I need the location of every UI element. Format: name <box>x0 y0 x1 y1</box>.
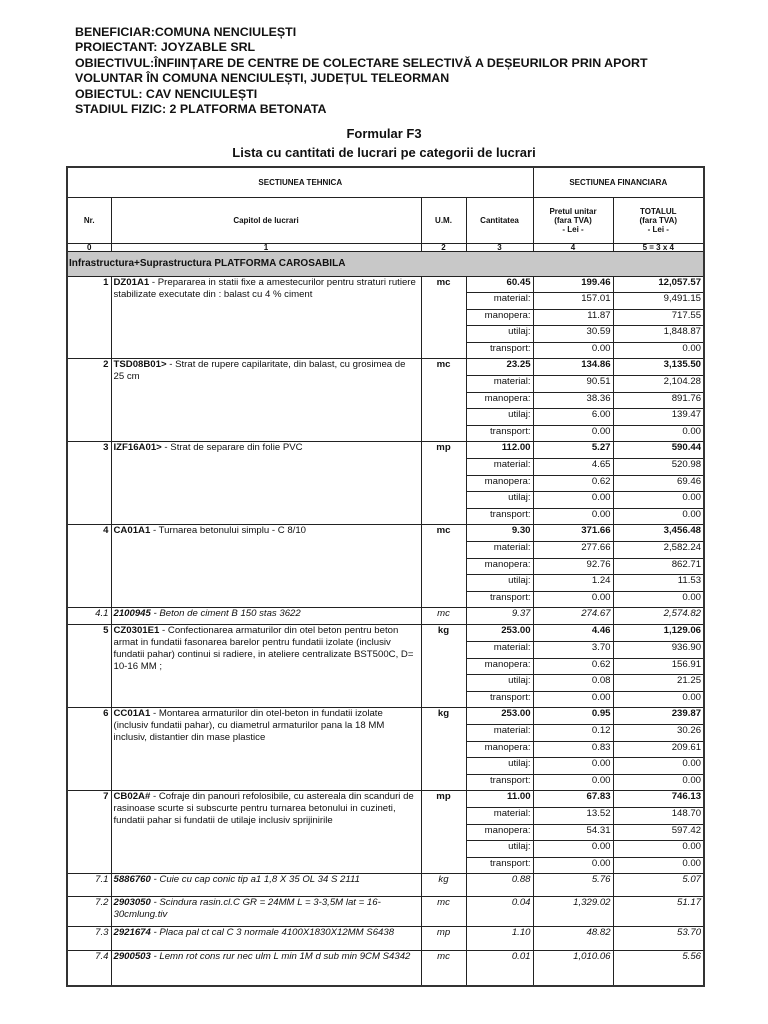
breakdown-total: 21.25 <box>613 675 704 692</box>
item-description: TSD08B01> - Strat de rupere capilaritate, din balast, cu grosimea de 25 cm <box>111 359 421 442</box>
item-unit: mp <box>421 927 466 951</box>
breakdown-label: transport: <box>466 425 533 442</box>
breakdown-total: 0.00 <box>613 591 704 608</box>
item-code: DZ01A1 <box>113 276 150 288</box>
breakdown-total: 156.91 <box>613 658 704 675</box>
sub-item-row <box>67 874 704 897</box>
item-number: 5 <box>67 625 111 708</box>
item-price: 134.86 <box>533 359 613 376</box>
section-tech-header: SECTIUNEA TEHNICA <box>67 167 533 197</box>
breakdown-unit-price: 0.00 <box>533 492 613 509</box>
breakdown-unit-price: 0.00 <box>533 841 613 858</box>
item-total: 746.13 <box>613 791 704 808</box>
item-price: 5.27 <box>533 442 613 459</box>
item-total: 590.44 <box>613 442 704 459</box>
item-code: 2900503 <box>113 951 151 963</box>
item-code: CA01A1 <box>113 525 151 537</box>
item-total: 3,135.50 <box>613 359 704 376</box>
table-row <box>67 276 704 293</box>
breakdown-total: 0.00 <box>613 691 704 708</box>
header-obiectiv-line1: OBIECTIVUL:ÎNFIINȚARE DE CENTRE DE COLECTARE SELECTIVĂ A DEȘEURILOR PRIN APORT <box>75 55 648 70</box>
item-description-text: Strat de separare din folie PVC <box>170 442 303 454</box>
breakdown-label: material: <box>466 641 533 658</box>
item-code: CC01A1 <box>113 708 151 720</box>
header-beneficiar: BENEFICIAR:COMUNA NENCIULEȘTI <box>75 25 297 39</box>
works-table <box>66 166 705 987</box>
item-qty: 60.45 <box>466 276 533 293</box>
breakdown-label: utilaj: <box>466 326 533 343</box>
table-row <box>67 625 704 642</box>
item-price: 4.46 <box>533 625 613 642</box>
header-obiectul: OBIECTUL: CAV NENCIULEȘTI <box>75 86 258 101</box>
breakdown-label: transport: <box>466 857 533 874</box>
item-description: CZ0301E1 - Confectionarea armaturilor din otel beton pentru beton armat in fundatii fasonarea barelor pentru fundatii izolate (inclusiv fundatii pahar) continui si radiere, in ateliere centralizate BST500C, D= 10-16 MM ; <box>111 625 421 708</box>
breakdown-unit-price: 0.08 <box>533 675 613 692</box>
breakdown-total: 717.55 <box>613 309 704 326</box>
section-fin-header: SECTIUNEA FINANCIARA <box>533 167 704 197</box>
item-unit: mp <box>421 791 466 874</box>
breakdown-unit-price: 90.51 <box>533 376 613 393</box>
breakdown-unit-price: 0.00 <box>533 425 613 442</box>
breakdown-total: 9,491.15 <box>613 293 704 310</box>
item-description-text: Cofraje din panouri refolosibile, cu astereala din scanduri de rasinoase scurte si subscurte pentru turnarea betonului in cuzineti, fundatii pahar si fundatii de utilaje inclusiv sprijinirile <box>113 791 414 827</box>
item-number: 1 <box>67 276 111 359</box>
breakdown-label: manopera: <box>466 309 533 326</box>
item-price: 1,329.02 <box>533 897 613 927</box>
breakdown-label: utilaj: <box>466 675 533 692</box>
breakdown-total: 597.42 <box>613 824 704 841</box>
col-cantitate-header: Cantitatea <box>466 197 533 243</box>
item-description: 2100945 - Beton de ciment B 150 stas 3622 <box>111 608 421 625</box>
sub-item-row <box>67 951 704 986</box>
item-description: CB02A# - Cofraje din panouri refolosibile, cu astereala din scanduri de rasinoase scurte si subscurte pentru turnarea betonului in cuzineti, fundatii pahar si fundatii de utilaje inclusiv sprijinirile <box>111 791 421 874</box>
item-unit: mc <box>421 951 466 986</box>
item-number: 7.1 <box>67 874 111 897</box>
breakdown-label: utilaj: <box>466 575 533 592</box>
item-description-text: Scindura rasin.cl.C GR = 24MM L = 3-3,5M lat = 16-30cmlung.tiv <box>113 897 381 921</box>
breakdown-label: manopera: <box>466 741 533 758</box>
breakdown-unit-price: 0.12 <box>533 724 613 741</box>
item-description: CA01A1 - Turnarea betonului simplu - C 8/10 <box>111 525 421 608</box>
breakdown-total: 0.00 <box>613 425 704 442</box>
col-cantitate-index: 3 <box>466 243 533 251</box>
breakdown-label: material: <box>466 459 533 476</box>
breakdown-total: 0.00 <box>613 492 704 509</box>
header-proiectant: PROIECTANT: JOYZABLE SRL <box>75 40 256 55</box>
item-unit: mc <box>421 276 466 359</box>
item-description-text: Lemn rot cons rur nec ulm L min 1M d sub min 9CM S4342 <box>159 951 411 963</box>
item-description: 2900503 - Lemn rot cons rur nec ulm L min 1M d sub min 9CM S4342 <box>111 951 421 986</box>
item-number: 4 <box>67 525 111 608</box>
breakdown-label: transport: <box>466 508 533 525</box>
breakdown-label: utilaj: <box>466 409 533 426</box>
breakdown-label: material: <box>466 542 533 559</box>
item-price: 67.83 <box>533 791 613 808</box>
table-row <box>67 359 704 376</box>
breakdown-total: 0.00 <box>613 342 704 359</box>
breakdown-total: 209.61 <box>613 741 704 758</box>
breakdown-unit-price: 0.62 <box>533 475 613 492</box>
form-title: Formular F3 <box>346 126 422 141</box>
item-unit: kg <box>421 874 466 897</box>
breakdown-unit-price: 157.01 <box>533 293 613 310</box>
breakdown-unit-price: 0.00 <box>533 508 613 525</box>
header-stadiul: STADIUL FIZIC: 2 PLATFORMA BETONATA <box>75 102 327 117</box>
item-unit: kg <box>421 708 466 791</box>
item-code: TSD08B01> <box>113 359 167 371</box>
breakdown-label: material: <box>466 293 533 310</box>
item-qty: 253.00 <box>466 625 533 642</box>
item-description: IZF16A01> - Strat de separare din folie PVC <box>111 442 421 525</box>
item-total: 51.17 <box>613 897 704 927</box>
item-price: 1,010.06 <box>533 951 613 986</box>
item-price: 371.66 <box>533 525 613 542</box>
item-code: 2903050 <box>113 897 151 909</box>
breakdown-unit-price: 3.70 <box>533 641 613 658</box>
col-capitol-header: Capitol de lucrari <box>111 197 421 243</box>
breakdown-unit-price: 38.36 <box>533 392 613 409</box>
breakdown-total: 148.70 <box>613 807 704 824</box>
category-row: Infrastructura+Suprastructura PLATFORMA CAROSABILA <box>67 251 704 276</box>
item-description-text: Turnarea betonului simplu - C 8/10 <box>158 525 307 537</box>
item-qty: 0.04 <box>466 897 533 927</box>
breakdown-label: material: <box>466 376 533 393</box>
breakdown-unit-price: 0.00 <box>533 857 613 874</box>
breakdown-label: transport: <box>466 342 533 359</box>
item-description: 5886760 - Cuie cu cap conic tip a1 1,8 X 35 OL 34 S 2111 <box>111 874 421 897</box>
breakdown-label: material: <box>466 724 533 741</box>
breakdown-unit-price: 13.52 <box>533 807 613 824</box>
breakdown-label: material: <box>466 807 533 824</box>
breakdown-total: 891.76 <box>613 392 704 409</box>
col-capitol-index: 1 <box>111 243 421 251</box>
document-header <box>75 25 648 117</box>
item-total: 53.70 <box>613 927 704 951</box>
item-total: 5.56 <box>613 951 704 986</box>
item-price: 199.46 <box>533 276 613 293</box>
breakdown-total: 11.53 <box>613 575 704 592</box>
breakdown-total: 520.98 <box>613 459 704 476</box>
item-price: 48.82 <box>533 927 613 951</box>
item-total: 239.87 <box>613 708 704 725</box>
breakdown-label: manopera: <box>466 658 533 675</box>
header-obiectiv-line2: VOLUNTAR ÎN COMUNA NENCIULEȘTI, JUDEȚUL TELEORMAN <box>75 71 450 86</box>
breakdown-total: 936.90 <box>613 641 704 658</box>
item-description-text: Prepararea in statii fixe a amestecurilor pentru straturi rutiere stabilizate executate din : balast cu 4 % ciment <box>113 276 416 300</box>
item-description-text: Confectionarea armaturilor din otel beton pentru beton armat in fundatii fasonarea barelor pentru fundatii izolate (inclusiv fundatii pahar) continui si radiere, in ateliere centralizate BST500C, D= 10-16 MM ; <box>113 625 414 673</box>
item-code: IZF16A01> <box>113 442 162 454</box>
item-price: 274.67 <box>533 608 613 625</box>
item-code: CZ0301E1 <box>113 625 160 637</box>
item-description: 2921674 - Placa pal ct cal C 3 normale 4100X1830X12MM S6438 <box>111 927 421 951</box>
breakdown-unit-price: 0.00 <box>533 342 613 359</box>
form-subtitle: Lista cu cantitati de lucrari pe categorii de lucrari <box>232 145 536 160</box>
item-total: 3,456.48 <box>613 525 704 542</box>
breakdown-total: 1,848.87 <box>613 326 704 343</box>
col-total-header: TOTALUL (fara TVA) - Lei - <box>613 197 704 243</box>
item-total: 12,057.57 <box>613 276 704 293</box>
item-description: CC01A1 - Montarea armaturilor din otel-beton in fundatii izolate (inclusiv fundatii pahar), cu diametrul armaturilor pana la 18 MM inclusiv, distantier din mase plastice <box>111 708 421 791</box>
breakdown-unit-price: 11.87 <box>533 309 613 326</box>
item-code: 2921674 <box>113 927 151 939</box>
breakdown-unit-price: 277.66 <box>533 542 613 559</box>
breakdown-unit-price: 0.00 <box>533 758 613 775</box>
breakdown-total: 2,582.24 <box>613 542 704 559</box>
item-qty: 112.00 <box>466 442 533 459</box>
item-qty: 253.00 <box>466 708 533 725</box>
item-number: 3 <box>67 442 111 525</box>
col-pret-unitar-index: 4 <box>533 243 613 251</box>
item-qty: 9.37 <box>466 608 533 625</box>
item-total: 5.07 <box>613 874 704 897</box>
item-total: 2,574.82 <box>613 608 704 625</box>
col-pret-unitar-header: Pretul unitar (fara TVA) - Lei - <box>533 197 613 243</box>
item-code: CB02A# <box>113 791 151 803</box>
breakdown-label: manopera: <box>466 392 533 409</box>
col-um-index: 2 <box>421 243 466 251</box>
breakdown-unit-price: 30.59 <box>533 326 613 343</box>
breakdown-total: 139.47 <box>613 409 704 426</box>
breakdown-label: transport: <box>466 774 533 791</box>
breakdown-unit-price: 54.31 <box>533 824 613 841</box>
sub-item-row <box>67 608 704 625</box>
table-row <box>67 525 704 542</box>
item-description: 2903050 - Scindura rasin.cl.C GR = 24MM L = 3-3,5M lat = 16-30cmlung.tiv <box>111 897 421 927</box>
item-total: 1,129.06 <box>613 625 704 642</box>
breakdown-label: utilaj: <box>466 758 533 775</box>
table-row <box>67 791 704 808</box>
item-description-text: Cuie cu cap conic tip a1 1,8 X 35 OL 34 S 2111 <box>159 874 360 886</box>
breakdown-label: utilaj: <box>466 492 533 509</box>
breakdown-total: 862.71 <box>613 558 704 575</box>
breakdown-total: 0.00 <box>613 857 704 874</box>
item-unit: mc <box>421 608 466 625</box>
item-price: 0.95 <box>533 708 613 725</box>
breakdown-label: utilaj: <box>466 841 533 858</box>
breakdown-total: 69.46 <box>613 475 704 492</box>
item-number: 7 <box>67 791 111 874</box>
table-row <box>67 708 704 725</box>
breakdown-total: 0.00 <box>613 774 704 791</box>
item-qty: 0.88 <box>466 874 533 897</box>
breakdown-label: manopera: <box>466 475 533 492</box>
item-code: 5886760 <box>113 874 151 886</box>
col-um-header: U.M. <box>421 197 466 243</box>
breakdown-unit-price: 0.83 <box>533 741 613 758</box>
item-qty: 23.25 <box>466 359 533 376</box>
breakdown-label: transport: <box>466 691 533 708</box>
col-nr-index: 0 <box>67 243 111 251</box>
breakdown-unit-price: 6.00 <box>533 409 613 426</box>
breakdown-total: 2,104.28 <box>613 376 704 393</box>
item-qty: 9.30 <box>466 525 533 542</box>
breakdown-unit-price: 1.24 <box>533 575 613 592</box>
breakdown-total: 30.26 <box>613 724 704 741</box>
breakdown-total: 0.00 <box>613 758 704 775</box>
item-number: 7.2 <box>67 897 111 927</box>
item-number: 4.1 <box>67 608 111 625</box>
breakdown-label: manopera: <box>466 824 533 841</box>
item-description-text: Strat de rupere capilaritate, din balast, cu grosimea de 25 cm <box>113 359 406 383</box>
item-number: 2 <box>67 359 111 442</box>
breakdown-unit-price: 4.65 <box>533 459 613 476</box>
sub-item-row <box>67 927 704 951</box>
table-row <box>67 442 704 459</box>
breakdown-label: manopera: <box>466 558 533 575</box>
breakdown-unit-price: 0.00 <box>533 774 613 791</box>
item-qty: 0.01 <box>466 951 533 986</box>
item-unit: kg <box>421 625 466 708</box>
item-description: DZ01A1 - Prepararea in statii fixe a amestecurilor pentru straturi rutiere stabilizate executate din : balast cu 4 % ciment <box>111 276 421 359</box>
breakdown-unit-price: 0.62 <box>533 658 613 675</box>
item-description-text: Beton de ciment B 150 stas 3622 <box>159 608 301 620</box>
item-number: 7.3 <box>67 927 111 951</box>
item-number: 6 <box>67 708 111 791</box>
item-description-text: Placa pal ct cal C 3 normale 4100X1830X12MM S6438 <box>159 927 395 939</box>
breakdown-unit-price: 92.76 <box>533 558 613 575</box>
breakdown-total: 0.00 <box>613 841 704 858</box>
breakdown-label: transport: <box>466 591 533 608</box>
sub-item-row <box>67 897 704 927</box>
breakdown-total: 0.00 <box>613 508 704 525</box>
col-total-index: 5 = 3 x 4 <box>613 243 704 251</box>
breakdown-unit-price: 0.00 <box>533 691 613 708</box>
item-unit: mc <box>421 359 466 442</box>
col-nr-header: Nr. <box>67 197 111 243</box>
breakdown-unit-price: 0.00 <box>533 591 613 608</box>
item-qty: 1.10 <box>466 927 533 951</box>
item-number: 7.4 <box>67 951 111 986</box>
item-unit: mc <box>421 897 466 927</box>
item-unit: mc <box>421 525 466 608</box>
item-description-text: Montarea armaturilor din otel-beton in fundatii izolate (inclusiv fundatii pahar), cu diametrul armaturilor pana la 18 MM inclusiv, distantier din mase plastice <box>113 708 385 744</box>
item-qty: 11.00 <box>466 791 533 808</box>
item-unit: mp <box>421 442 466 525</box>
item-price: 5.76 <box>533 874 613 897</box>
item-code: 2100945 <box>113 608 151 620</box>
